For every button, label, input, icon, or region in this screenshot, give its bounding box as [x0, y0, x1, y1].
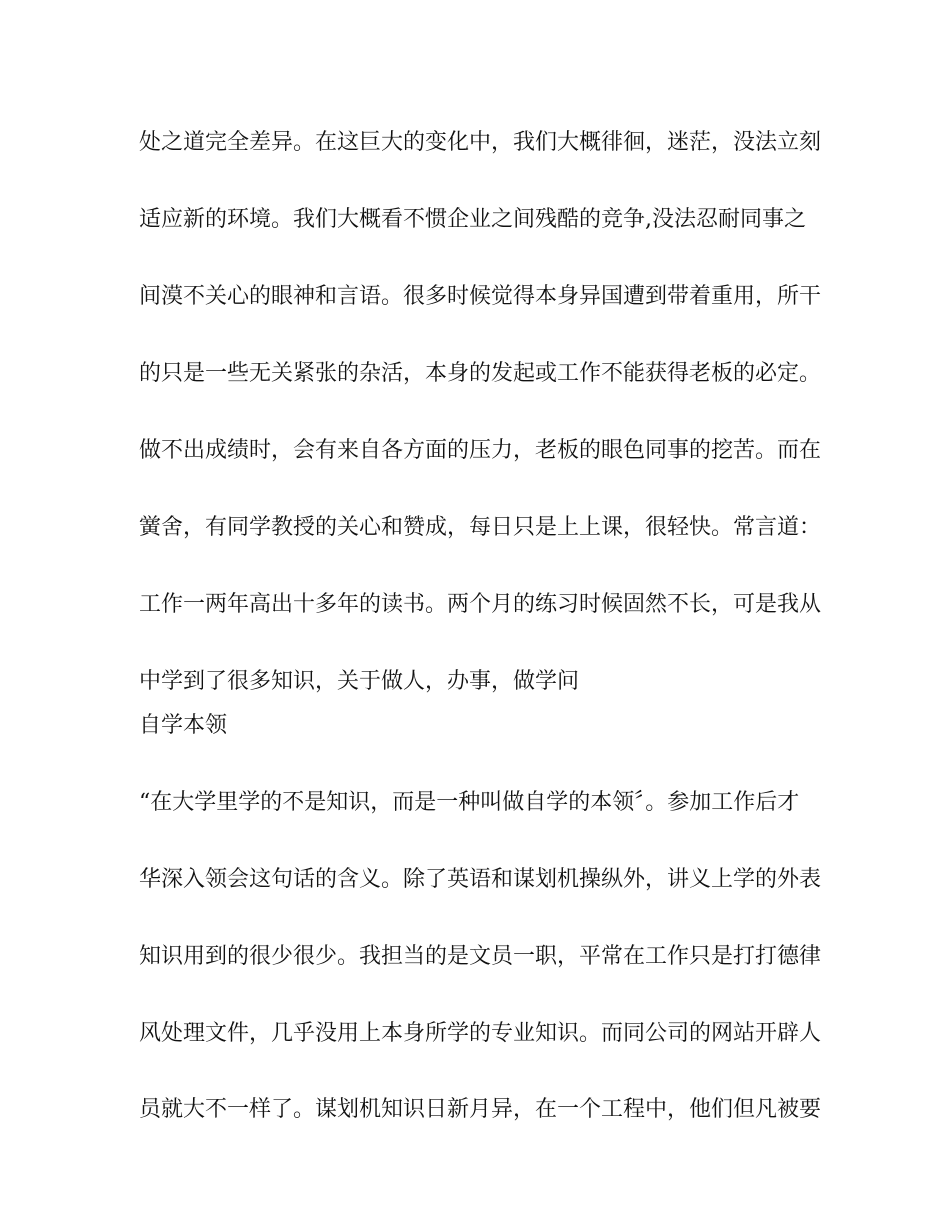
text-line: 做不出成绩时，会有来自各方面的压力，老板的眼色同事的挖苦。而在 [139, 438, 822, 463]
text-line: 黉舍，有同学教授的关心和赞成，每日只是上上课，很轻快。常言道： [139, 515, 822, 540]
text-line: “在大学里学的不是知识，而是一种叫做自学的本领〞。参加工作后才 [139, 790, 800, 815]
text-line: 适应新的环境。我们大概看不惯企业之间残酷的竞争,没法忍耐同事之 [139, 207, 806, 232]
text-line: 知识用到的很少很少。我担当的是文员一职，平常在工作只是打打德律 [139, 944, 822, 969]
text-line: 风处理文件，几乎没用上本身所学的专业知识。而同公司的网站开辟人 [139, 1021, 822, 1046]
text-line: 的只是一些无关紧张的杂活，本身的发起或工作不能获得老板的必定。 [139, 361, 822, 386]
text-line: 处之道完全差异。在这巨大的变化中，我们大概徘徊，迷茫，没法立刻 [139, 130, 822, 155]
text-line: 间漠不关心的眼神和言语。很多时候觉得本身异国遭到带着重用，所干 [139, 284, 822, 309]
text-line: 员就大不一样了。谋划机知识日新月异，在一个工程中，他们但凡被要 [139, 1097, 822, 1122]
text-line: 工作一两年高出十多年的读书。两个月的练习时候固然不长，可是我从 [139, 592, 822, 617]
text-line: 中学到了很多知识，关于做人，办事，做学问 [139, 669, 580, 694]
section-heading: 自学本领 [139, 713, 228, 738]
text-line: 华深入领会这句话的含义。除了英语和谋划机操纵外，讲义上学的外表 [139, 867, 822, 892]
